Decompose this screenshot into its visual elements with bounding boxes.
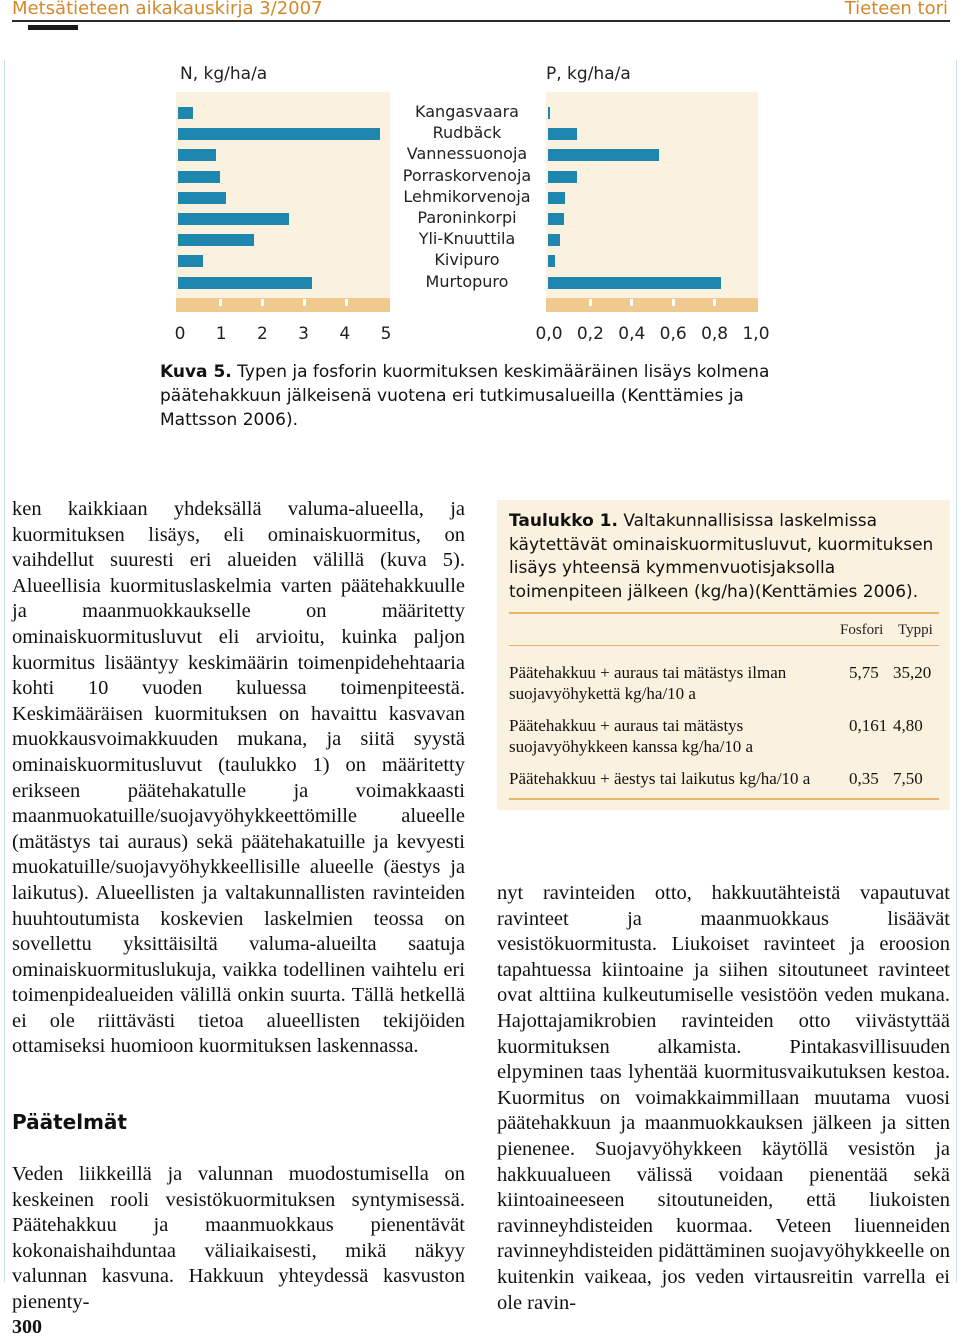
page-header [0,0,960,40]
phosphorus-tick-label: 0,8 [701,324,729,344]
nitrogen-bar-3 [178,149,216,161]
nitrogen-axis-band [176,298,390,312]
table-bottom-rule [509,798,939,800]
nitrogen-bar-6 [178,213,289,225]
phosphorus-tick-mark [589,299,592,306]
site-label: Porraskorvenoja [402,166,532,185]
phosphorus-bar-8 [548,255,555,267]
body-paragraph: Veden liikkeillä ja valunnan muodostumisella on keskeinen rooli vesistökuormituksen syntymisessä. Päätehakkuu ja maanmuokkaus pienentävät kokonaishaihduntaa väliaikaisesti, mikä näkyy valunnan kasvuna. Hakkuun yhteydessä kasvuston pienenty- [12,1163,465,1313]
nitrogen-bar-9 [178,277,312,289]
site-label: Rudbäck [432,123,502,142]
phosphorus-tick-mark [630,299,633,306]
nitrogen-chart-title: N, kg/ha/a [180,64,268,84]
table-row-label: Päätehakkuu + auraus tai mätästys suojavyöhykkeen kanssa kg/ha/10 a [509,716,754,756]
table-cell-phosphorus: 0,161 [849,716,888,735]
phosphorus-bar-3 [548,149,659,161]
table-header-phosphorus: Fosfori [840,622,884,638]
nitrogen-tick-label: 1 [215,324,227,344]
phosphorus-chart-title: P, kg/ha/a [546,64,631,84]
phosphorus-tick-mark [672,299,675,306]
phosphorus-axis-band [546,298,758,312]
phosphorus-tick-label: 0,0 [535,324,563,344]
phosphorus-bar-7 [548,234,560,246]
phosphorus-tick-label: 0,6 [659,324,687,344]
figure-caption-label: Kuva 5. [160,362,232,382]
section-heading: Päätelmät [12,1110,127,1134]
left-guide-line [4,60,5,1282]
left-column-continued [12,1162,465,1316]
table-cell-nitrogen: 4,80 [893,716,923,735]
figure-caption [160,360,820,432]
figure-caption-text: Typen ja fosforin kuormituksen keskimääräinen lisäys kolmena päätehakkuun jälkeisenä vuotena eri tutkimusalueilla (Kenttämies ja Mattsson 2006). [160,362,770,430]
table-caption-text: Valtakunnallisissa laskelmissa käytettävät ominaiskuormitusluvut, kuormituksen lisäys yhteensä kymmenvuotisjaksolla toimenpiteen jälkeen (kg/ha)(Kenttämies 2006). [509,511,934,602]
table-top-rule [509,612,939,614]
table-row [509,662,939,706]
phosphorus-bar-5 [548,192,565,204]
page-number: 300 [12,1316,42,1338]
site-label: Paroninkorpi [417,208,517,227]
phosphorus-tick-label: 1,0 [742,324,770,344]
phosphorus-tick-label: 0,4 [618,324,646,344]
site-label: Vannessuonoja [406,144,528,163]
table-caption [509,510,939,604]
phosphorus-bar-1 [548,107,550,119]
site-label: Murtopuro [425,272,509,291]
nitrogen-tick-mark [303,299,306,306]
table-header-nitrogen: Typpi [898,622,933,638]
table-cell-phosphorus: 5,75 [849,663,879,682]
site-label: Kivipuro [434,250,500,269]
body-paragraph: ken kaikkiaan yhdeksällä valuma-alueella, ja kuormituksen lisäys, eli ominaiskuormitus, on vaihdellut suuresti eri alueiden välillä (kuva 5). Alueellisia kuormituslaskelmia varten päätehakkuulle ja maanmuokkaukselle on määritetty ominaiskuormitusluvut eli arvioitu, kuinka paljon kuormitus lisääntyy keskimäärin toimenpidehehtaaria kohti 10 vuoden kuluessa toimenpiteestä. Keskimääräisen kuormituksen on havaittu kasvavan muokkausvoimakkuuden mukana, ja siitä syystä ominaiskuormitusluvut (taulukko 1) on määritetty erikseen päätehakatulle ja voimakkaasti maanmuokatuille/suojavyöhykkeettömille alueelle (mätästys tai auraus) sekä päätehakatuille ja kevyesti muokatuille/suojavyöhykkeellisille alueelle (äestys ja laikutus). Alueellisten ja valtakunnallisten ravinteiden huuhtoutumista koskevien laskelmien teossa on sovellettu yksittäisiltä valuma-alueilta saatuja ominaiskuormituslukuja, vaikka todellinen vaihtelu eri toimenpidealueiden välillä onkin suurta. Tällä hetkellä ei ole riittävästi tietoa alueellisten tekijöiden ottamiseksi huomioon kuormituksen laskennassa. [12,498,465,1058]
table-row [509,768,939,790]
site-label: Lehmikorvenoja [403,187,531,206]
nitrogen-bar-4 [178,171,220,183]
phosphorus-tick-label: 0,2 [576,324,604,344]
table-header-rule [509,645,939,646]
phosphorus-tick-mark [713,299,716,306]
nitrogen-tick-mark [219,299,222,306]
nitrogen-tick-label: 5 [380,324,392,344]
site-label: Kangasvaara [415,102,519,121]
table-cell-nitrogen: 35,20 [893,663,932,682]
table-cell-nitrogen: 7,50 [893,769,923,788]
nitrogen-tick-label: 0 [174,324,186,344]
table-1 [497,500,950,810]
right-guide-line [956,60,957,1282]
site-label: Yli-Knuuttila [418,229,516,248]
nitrogen-bar-8 [178,255,203,267]
phosphorus-bar-9 [548,277,721,289]
table-row-label: Päätehakkuu + äestys tai laikutus kg/ha/10 a [509,769,811,788]
nitrogen-bar-5 [178,192,226,204]
nitrogen-bar-2 [178,128,380,140]
phosphorus-bar-2 [548,128,577,140]
nitrogen-tick-mark [345,299,348,306]
table-row-label: Päätehakkuu + auraus tai mätästys ilman suojavyöhykettä kg/ha/10 a [509,663,787,703]
table-cell-phosphorus: 0,35 [849,769,879,788]
nitrogen-tick-label: 2 [256,324,268,344]
left-column [12,497,465,1060]
nitrogen-bar-1 [178,107,193,119]
header-rule [12,20,950,22]
table-row [509,715,939,759]
nitrogen-tick-label: 3 [298,324,310,344]
body-paragraph: nyt ravinteiden otto, hakkuutähteistä vapautuvat ravinteet ja maanmuokkaus lisäävät vesistökuormitusta. Liukoiset ravinteet ja eroosion tapahtuessa kiintoaine ja siihen sitoutuneet ravinteet ovat alttiina kulkeutumiselle vesistöön veden mukana. Hajottajamikrobien ravinteiden otto viivästyttää kuormituksen alkamista. Pintakasvillisuuden elpyminen taas lyhentää kuormitusvaikutuksen kestoa. Kuormitus on voimakkaimmillaan muutama vuosi päätehakkuun ja maanmuokkauksen jälkeen ja sitten pienenee. Suojavyöhykkeen käytöllä vesistön ja hakkuualueen välissä voidaan pienentää sekä kiintoaineeseen sitoutuneiden, että liukoisten ravinneyhdisteiden kuormaa. Veteen liuenneiden ravinneyhdisteiden pidättäminen suojavyöhykkeelle on kuitenkin vaikeaa, jos veden virtausreitin varrella ei ole ravin- [497,882,950,1314]
nitrogen-tick-mark [261,299,264,306]
right-column [497,881,950,1316]
phosphorus-bar-6 [548,213,564,225]
nitrogen-tick-label: 4 [339,324,351,344]
nitrogen-bar-7 [178,234,254,246]
table-caption-label: Taulukko 1. [509,511,618,531]
phosphorus-plot-area [546,92,758,298]
section-title: Tieteen tori [844,0,948,19]
phosphorus-bar-4 [548,171,577,183]
journal-title: Metsätieteen aikakauskirja 3/2007 [12,0,323,19]
header-accent-bar [28,25,78,30]
